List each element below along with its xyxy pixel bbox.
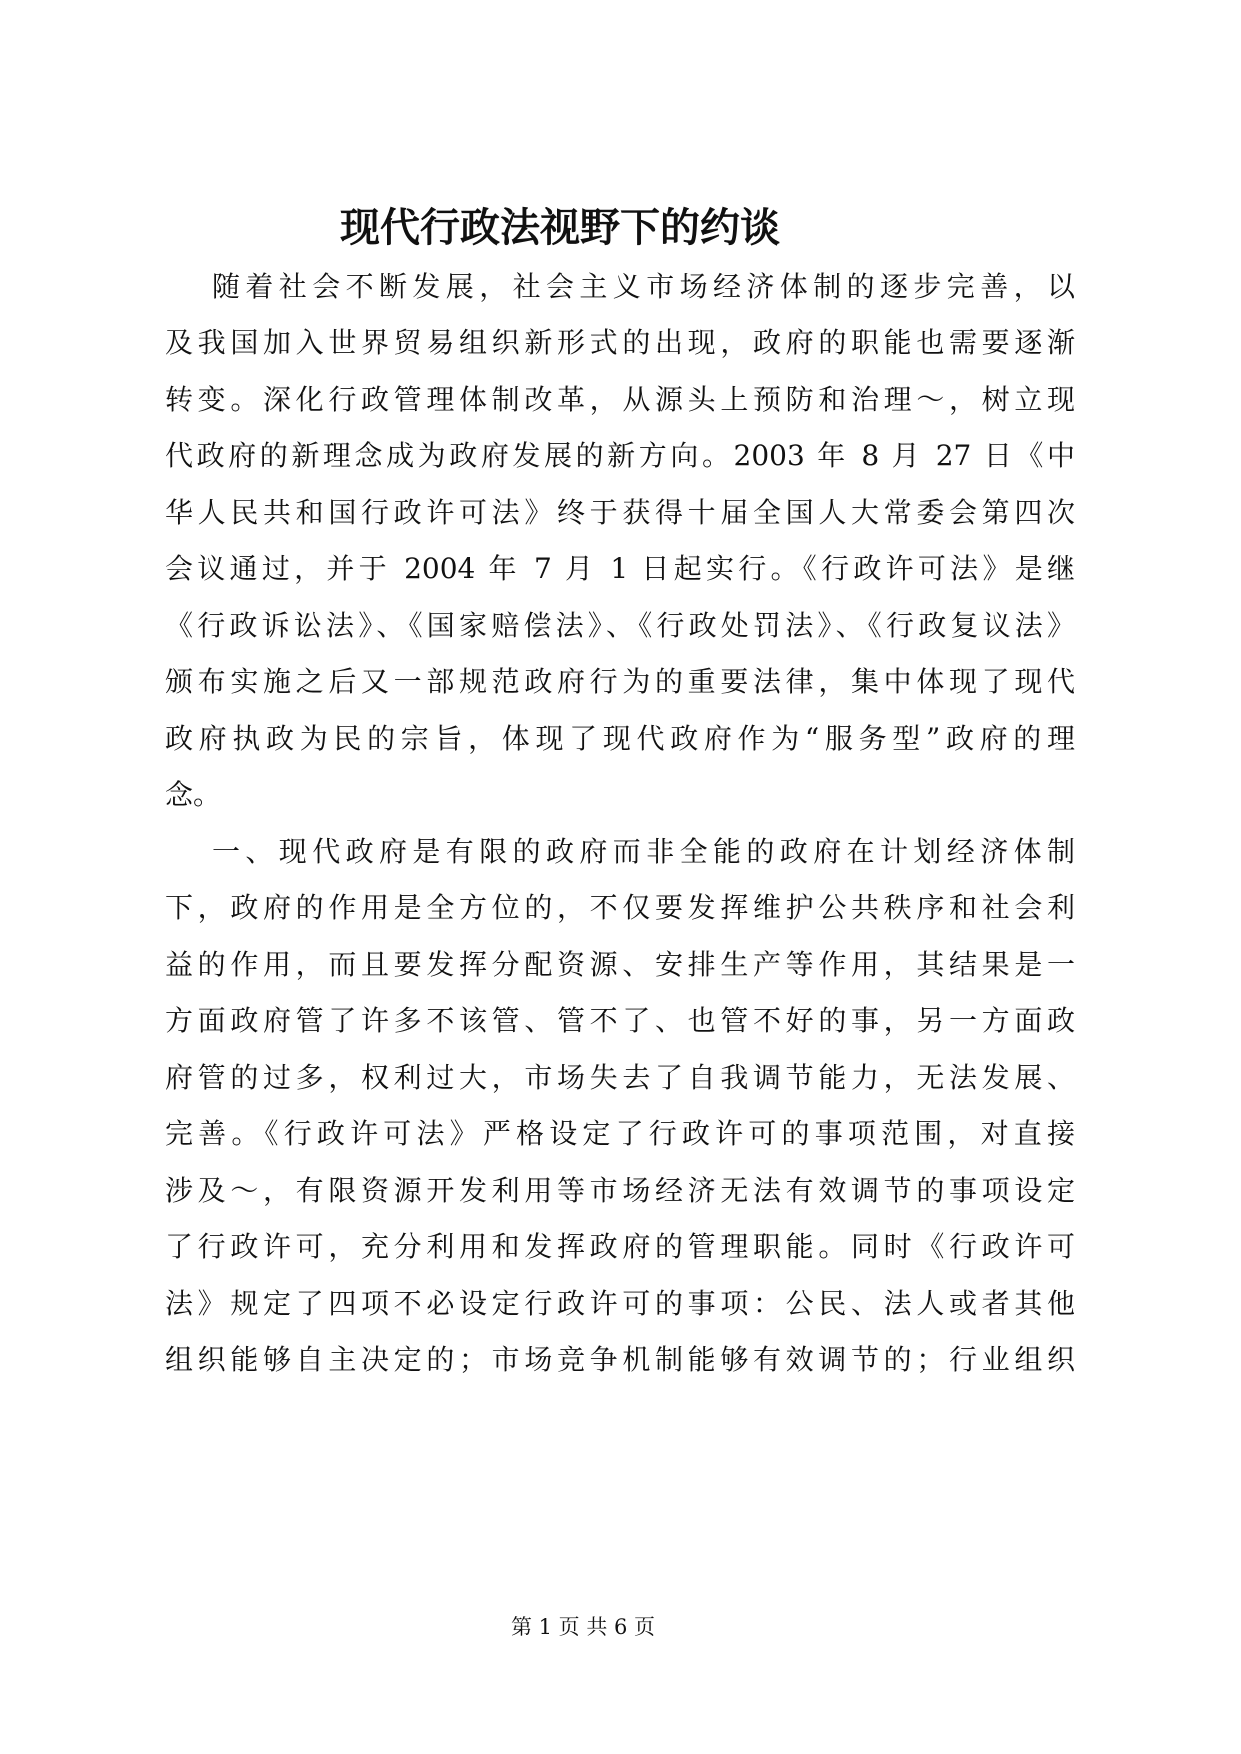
paragraph-line: 随着社会不断发展，社会主义市场经济体制的逐步完善，以 [212,270,1075,303]
paragraph-line: 转变。深化行政管理体制改革，从源头上预防和治理～，树立现 [165,383,1075,416]
paragraph-line: 念。 [165,778,222,811]
paragraph-line: 颁布实施之后又一部规范政府行为的重要法律，集中体现了现代 [165,665,1075,698]
paragraph-line: 代政府的新理念成为政府发展的新方向。2003 年 8 月 27 日《中 [165,439,1075,472]
page-footer: 第 1 页 共 6 页 [510,1615,656,1639]
paragraph-line: 组织能够自主决定的；市场竞争机制能够有效调节的；行业组织 [165,1343,1075,1376]
paragraph-line: 华人民共和国行政许可法》终于获得十届全国人大常委会第四次 [165,496,1075,529]
paragraph-line: 益的作用，而且要发挥分配资源、安排生产等作用，其结果是一 [165,948,1075,981]
paragraph-line: 府管的过多，权利过大，市场失去了自我调节能力，无法发展、 [165,1061,1075,1094]
paragraph-line: 完善。《行政许可法》严格设定了行政许可的事项范围，对直接 [165,1117,1075,1150]
paragraph-line: 《行政诉讼法》、《国家赔偿法》、《行政处罚法》、《行政复议法》 [165,609,1075,642]
paragraph-line: 会议通过，并于 2004 年 7 月 1 日起实行。《行政许可法》是继 [165,552,1075,585]
paragraph-line: 一、现代政府是有限的政府而非全能的政府在计划经济体制 [212,835,1075,868]
page-title: 现代行政法视野下的约谈 [340,204,780,251]
paragraph-line: 涉及～，有限资源开发利用等市场经济无法有效调节的事项设定 [165,1174,1075,1207]
paragraph-line: 法》规定了四项不必设定行政许可的事项：公民、法人或者其他 [165,1287,1075,1320]
paragraph-line: 下，政府的作用是全方位的，不仅要发挥维护公共秩序和社会利 [165,891,1075,924]
paragraph-line: 政府执政为民的宗旨，体现了现代政府作为“服务型”政府的理 [165,722,1075,755]
paragraph-line: 及我国加入世界贸易组织新形式的出现，政府的职能也需要逐渐 [165,326,1075,359]
paragraph-line: 了行政许可，充分利用和发挥政府的管理职能。同时《行政许可 [165,1230,1075,1263]
paragraph-line: 方面政府管了许多不该管、管不了、也管不好的事，另一方面政 [165,1004,1075,1037]
